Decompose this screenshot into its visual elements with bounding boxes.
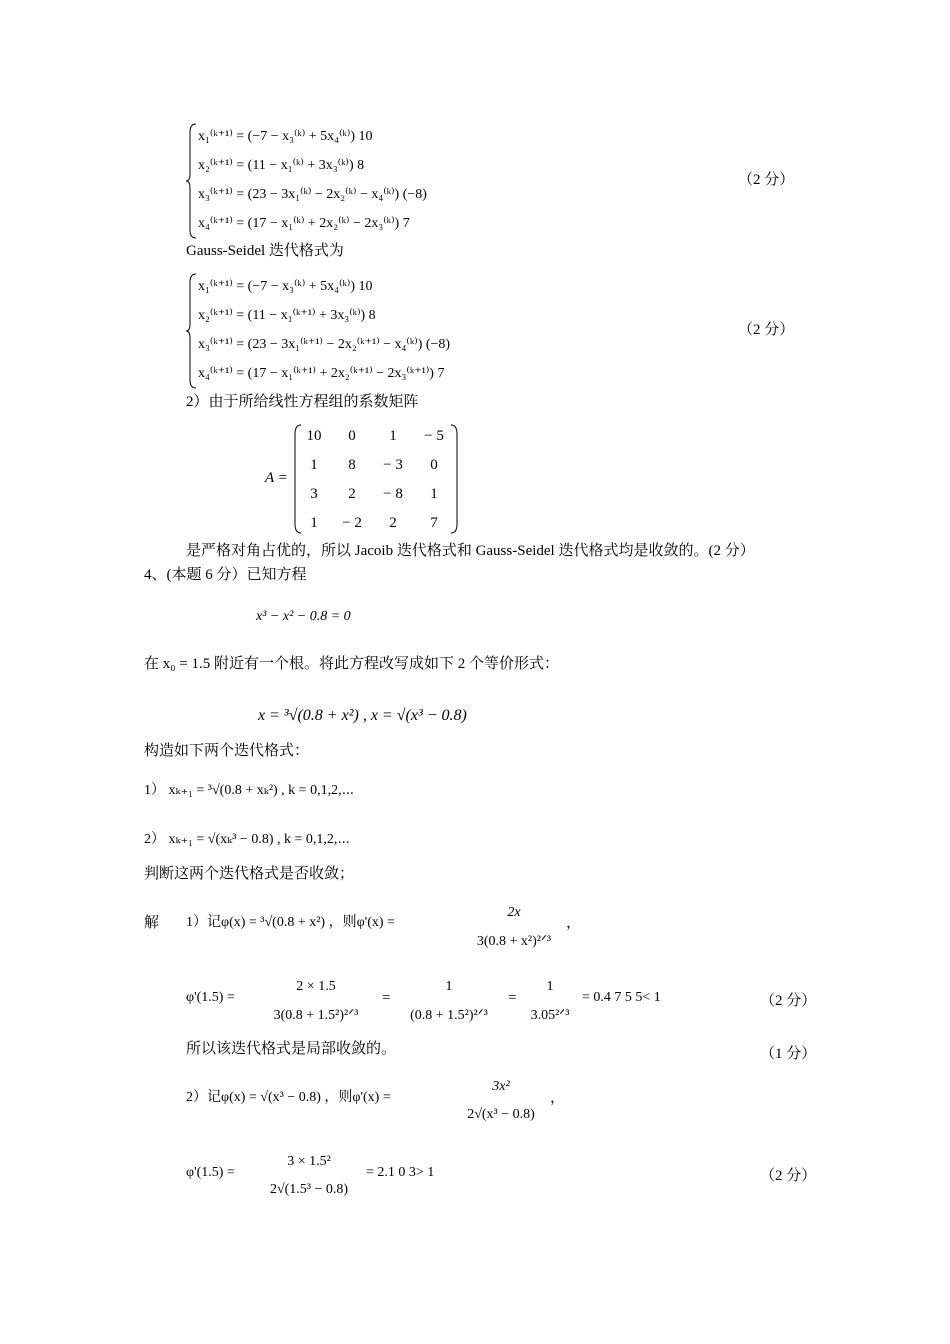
matrix-cell: 8: [348, 457, 356, 473]
fraction-denominator: 3.05²ᐟ³: [530, 1008, 570, 1023]
eval1-eq-2: =: [508, 990, 517, 1006]
fraction-numerator: 2x: [507, 905, 521, 920]
matrix-cell: 2: [348, 486, 356, 502]
eval2-score: （2 分）: [760, 1168, 817, 1184]
q4-header: 4、(本题 6 分）已知方程: [144, 567, 307, 583]
matrix-cell: 1: [430, 486, 438, 502]
q4-iter2: 2） xₖ₊₁ = √(xₖ³ − 0.8) , k = 0,1,2,⋯: [144, 832, 350, 847]
fraction-denominator: 2√(x³ − 0.8): [467, 1107, 535, 1122]
jacobi-eq-4: x₄⁽ᵏ⁺¹⁾ = (17 − x₁⁽ᵏ⁾ + 2x₂⁽ᵏ⁾ − 2x₃⁽ᵏ⁾) 7: [198, 216, 410, 231]
solution-1-fraction: [462, 905, 566, 950]
q4-iter1: 1） xₖ₊₁ = ³√(0.8 + xₖ²) , k = 0,1,2,⋯: [144, 783, 355, 798]
matrix-cell: 1: [310, 515, 318, 531]
conclude-1: 所以该迭代格式是局部收敛的。: [186, 1041, 397, 1057]
jacobi-system: [186, 122, 546, 240]
coefficient-matrix: [294, 424, 458, 534]
fraction-denominator: 3(0.8 + 1.5²)²ᐟ³: [273, 1008, 359, 1023]
fraction-denominator: 3(0.8 + x²)²ᐟ³: [476, 934, 552, 949]
eval2-fraction: [257, 1154, 361, 1198]
q4-equation: x³ − x² − 0.8 = 0: [256, 609, 351, 624]
gs-eq-3: x₃⁽ᵏ⁺¹⁾ = (23 − 3x₁⁽ᵏ⁺¹⁾ − 2x₂⁽ᵏ⁺¹⁾ − x₄⁽ᵏ⁾) (−8): [198, 337, 451, 352]
gauss-seidel-label: Gauss-Seidel 迭代格式为: [186, 243, 344, 259]
eval1-eq-1: =: [382, 990, 391, 1006]
q4-forms: x = ³√(0.8 + x²) , x = √(x³ − 0.8): [258, 707, 467, 724]
gs-eq-2: x₂⁽ᵏ⁺¹⁾ = (11 − x₁⁽ᵏ⁺¹⁾ + 3x₃⁽ᵏ⁾) 8: [198, 308, 376, 323]
matrix-cell: 2: [389, 515, 397, 531]
fraction-numerator: 2 × 1.5: [296, 979, 336, 994]
gs-system: [186, 272, 546, 390]
solution-2-fraction: [455, 1079, 547, 1123]
q4-construct: 构造如下两个迭代格式：: [144, 743, 310, 759]
eval1-result: = 0.4 7 5 5< 1: [582, 990, 661, 1005]
solution-2-comma: ，: [550, 1090, 566, 1106]
eval1-fraction-1: [257, 979, 375, 1024]
eval1-fraction-2: [396, 979, 502, 1024]
conclude-1-score: （1 分）: [760, 1046, 817, 1062]
jacobi-eq-1: x₁⁽ᵏ⁺¹⁾ = (−7 − x₃⁽ᵏ⁾ + 5x₄⁽ᵏ⁾) 10: [198, 129, 373, 144]
part2-intro: 2）由于所给线性方程组的系数矩阵: [186, 394, 419, 410]
eval2-left: φ'(1.5) =: [186, 1165, 235, 1180]
eval1-fraction-3: [522, 979, 578, 1024]
matrix-label: A =: [265, 470, 288, 486]
solution-1-left: 1）记φ(x) = ³√(0.8 + x²) ，则φ'(x) =: [186, 915, 395, 930]
matrix-cell: − 3: [383, 457, 403, 473]
fraction-denominator: (0.8 + 1.5²)²ᐟ³: [410, 1008, 488, 1023]
eval1-score: （2 分）: [760, 993, 817, 1009]
matrix-cell: − 8: [383, 486, 403, 502]
jacobi-score: （2 分）: [738, 172, 795, 188]
matrix-cell: − 5: [424, 428, 444, 444]
left-brace: [186, 122, 198, 245]
solution-1-comma: ，: [566, 915, 582, 931]
eval2-result: = 2.1 0 3> 1: [366, 1165, 435, 1180]
matrix-cell: 10: [306, 428, 322, 444]
solution-2-left: 2）记φ(x) = √(x³ − 0.8) ，则φ'(x) =: [186, 1090, 391, 1105]
left-brace: [186, 272, 198, 395]
fraction-numerator: 3 × 1.5²: [287, 1154, 331, 1169]
matrix-cell: 3: [310, 486, 318, 502]
eval1-left: φ'(1.5) =: [186, 990, 235, 1005]
fraction-numerator: 1: [546, 979, 554, 994]
matrix-cell: 0: [348, 428, 356, 444]
matrix-cell: 1: [389, 428, 397, 444]
solution-label: 解: [144, 915, 160, 931]
gs-eq-4: x₄⁽ᵏ⁺¹⁾ = (17 − x₁⁽ᵏ⁺¹⁾ + 2x₂⁽ᵏ⁺¹⁾ − 2x₃⁽ᵏ⁺¹⁾) 7: [198, 366, 445, 381]
fraction-numerator: 1: [445, 979, 453, 994]
convergence-text: 是严格对角占优的，所以 Jacoib 迭代格式和 Gauss-Seidel 迭代格式均是收敛的。(2 分）: [186, 543, 755, 559]
matrix-cell: − 2: [342, 515, 362, 531]
gs-score: （2 分）: [738, 322, 795, 338]
jacobi-eq-3: x₃⁽ᵏ⁺¹⁾ = (23 − 3x₁⁽ᵏ⁾ − 2x₂⁽ᵏ⁾ − x₄⁽ᵏ⁾) (−8): [198, 187, 427, 202]
matrix-cell: 0: [430, 457, 438, 473]
q4-root-text: 在 x₀ = 1.5 附近有一个根。将此方程改写成如下 2 个等价形式：: [144, 656, 559, 672]
q4-question: 判断这两个迭代格式是否收敛；: [144, 866, 355, 882]
fraction-numerator: 3x²: [492, 1079, 510, 1094]
matrix-cell: 1: [310, 457, 318, 473]
gs-eq-1: x₁⁽ᵏ⁺¹⁾ = (−7 − x₃⁽ᵏ⁾ + 5x₄⁽ᵏ⁾) 10: [198, 279, 373, 294]
jacobi-eq-2: x₂⁽ᵏ⁺¹⁾ = (11 − x₁⁽ᵏ⁾ + 3x₃⁽ᵏ⁾) 8: [198, 158, 365, 173]
fraction-denominator: 2√(1.5³ − 0.8): [269, 1182, 349, 1197]
matrix-cell: 7: [430, 515, 438, 531]
